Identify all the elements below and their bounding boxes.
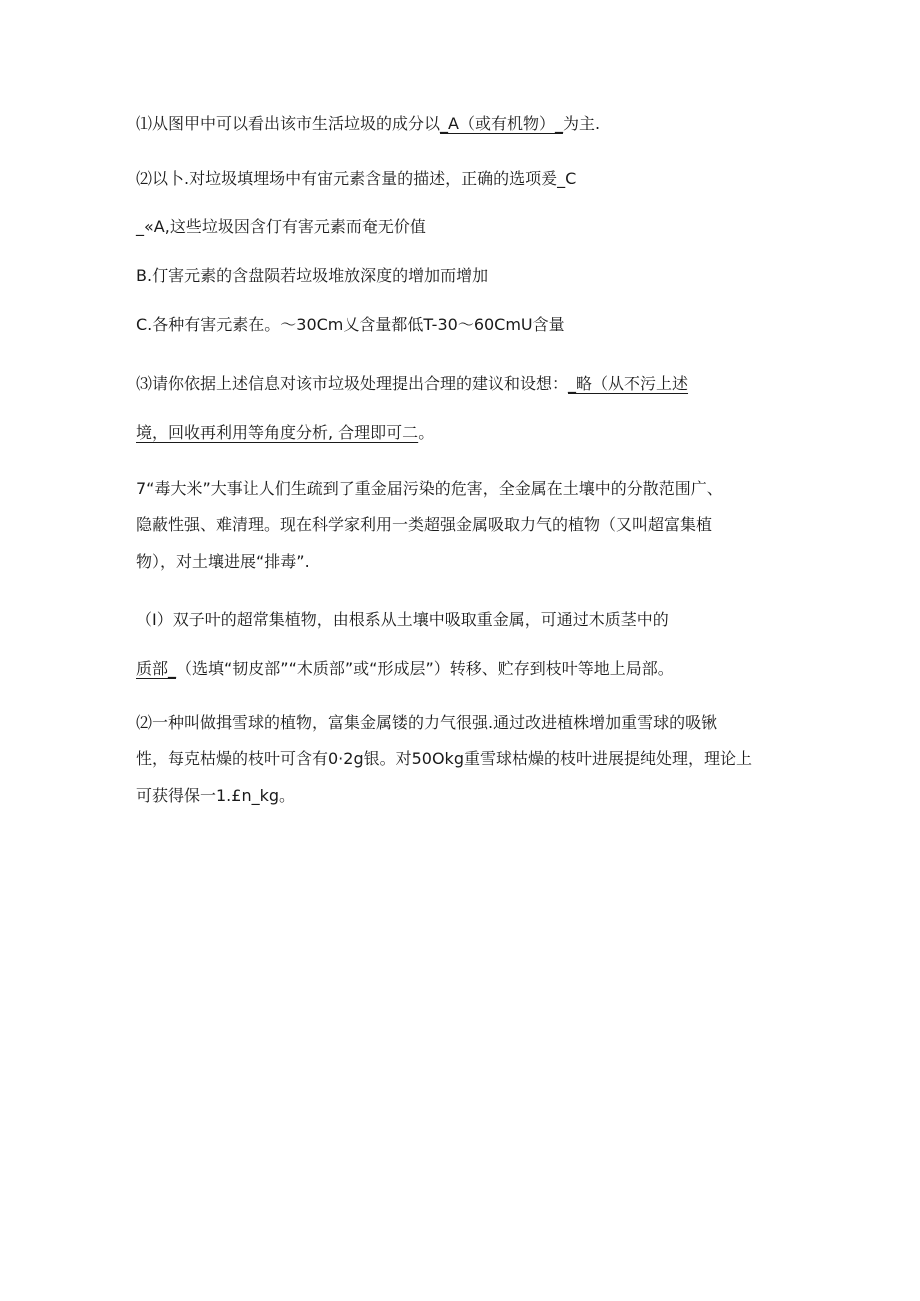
q6-part3-answer-line2: 境，回收再利用等角度分析, 合理即可二 [136, 423, 419, 442]
q7-part1-line1 [136, 610, 669, 630]
q7-part1-line2 [136, 659, 674, 679]
q6-part1-prefix: ⑴从图甲中可以看出该市生活垃圾的成分以 [136, 114, 441, 133]
q6-part2 [136, 169, 576, 189]
q6-option-b-text: B.仃害元素的含盘陨若垃圾堆放深度的增加而增加 [136, 266, 489, 285]
q7-intro-text2: 隐蔽性强、难清理。现在科学家利用一类超强金属吸取力气的植物（又叫超富集植 [136, 515, 713, 534]
q7-intro-text3: 物），对土壤进展“排毒”. [136, 552, 310, 571]
q7-part2-text3: 可获得保一1.£n_kg。 [136, 786, 296, 805]
q7-part1-suffix: （选填“韧皮部”“木质部”或“形成层”）转移、贮存到枝叶等地上局部。 [176, 659, 674, 678]
q6-option-c [136, 315, 565, 335]
q7-part2-text2: 性，每克枯燥的枝叶可含有0·2g银。对50Okg重雪球枯燥的枝叶进展提纯处理，理论上 [136, 749, 752, 768]
q6-part3-line2 [136, 423, 434, 443]
q6-option-a [136, 217, 426, 237]
q6-option-b [136, 266, 488, 286]
q6-part3-suffix: 。 [418, 423, 435, 442]
q7-intro-line3 [136, 552, 310, 572]
q6-option-a-text: _«A,这些垃圾因含仃有害元素而奄无价值 [136, 217, 426, 236]
q6-part3-answer-line1: _略（从不污上述 [568, 374, 689, 393]
q7-intro-text1: 7“毒大米”大事让人们生疏到了重金届污染的危害，全金属在土壤中的分散范围广、 [136, 479, 723, 498]
q7-part2-text1: ⑵一种叫做揖雪球的植物，富集金属镂的力气很强.通过改进植株增加重雪球的吸锹 [136, 713, 718, 732]
q7-intro-line2 [136, 515, 712, 535]
q6-part3-prefix: ⑶请你依据上述信息对该市垃圾处理提出合理的建议和设想： [136, 374, 569, 393]
q7-intro-line1 [136, 479, 723, 499]
q7-part2-line2 [136, 749, 752, 769]
q7-part2-line1 [136, 713, 717, 733]
q7-part1-answer: 质部_ [136, 659, 177, 678]
q6-part3-line1 [136, 374, 688, 394]
q6-part1-suffix: 为主. [562, 114, 601, 133]
q7-part2-line3 [136, 786, 295, 806]
q6-part2-text: ⑵以卜.对垃圾填埋场中有宙元素含量的描述，正确的选项爰_C [136, 169, 577, 188]
q7-part1-text1: （I）双子叶的超常集植物，由根系从土壤中吸取重金属，可通过木质茎中的 [136, 610, 669, 629]
q6-part1 [136, 114, 600, 134]
q6-option-c-text: C.各种有害元素在。～30Cm乂含量都低T-30～60CmU含量 [136, 315, 565, 334]
q6-part1-answer: _A（或有机物）_ [440, 114, 563, 133]
